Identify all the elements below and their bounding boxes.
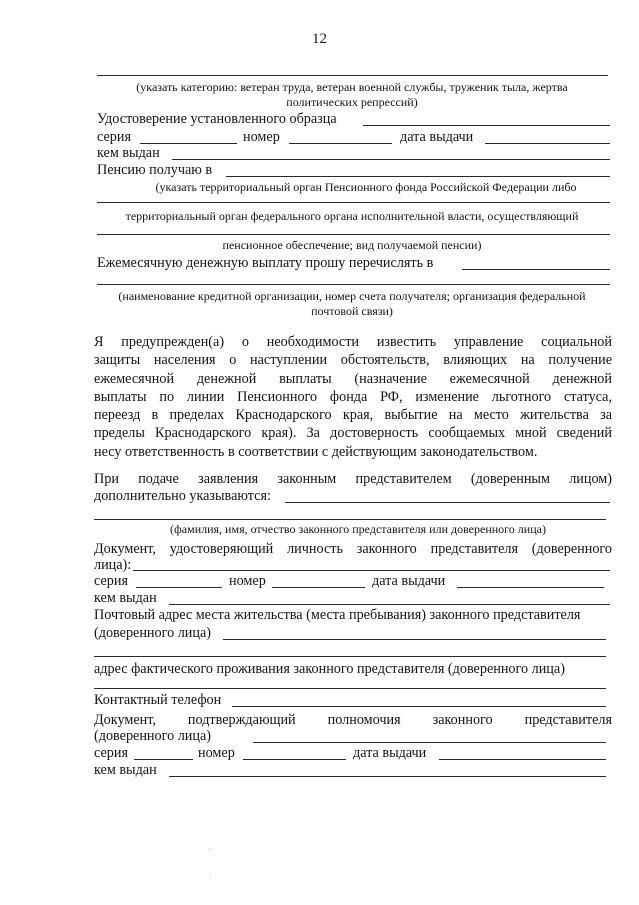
- rep-authority-doc-line1: Документ, подтверждающий полномочия законного представителя: [94, 712, 612, 728]
- rep-number-label: номер: [229, 573, 266, 589]
- rep-name-field[interactable]: [94, 519, 606, 520]
- rep-issued-by-label: кем выдан: [94, 590, 157, 606]
- pension-field[interactable]: [226, 176, 610, 177]
- payment-note-line1: (наименование кредитной организации, номер счета получателя; организация федеральной: [118, 289, 586, 303]
- rep-auth-number-label: номер: [198, 745, 235, 761]
- category-field-line[interactable]: [97, 75, 608, 76]
- rep-id-doc-line1: Документ, удостоверяющий личность законного представителя (доверенного: [94, 541, 612, 557]
- pension-note-line1: (указать территориальный орган Пенсионного фонда Российской Федерации либо: [155, 180, 577, 194]
- rep-number-field[interactable]: [272, 587, 365, 588]
- pension-label: Пенсию получаю в: [97, 162, 213, 178]
- warning-line: Я предупрежден(а) о необходимости известить управление социальной: [94, 334, 612, 350]
- scan-speck: [209, 849, 210, 850]
- warning-line: ежемесячной денежной выплаты (назначение ежемесячной денежной: [94, 370, 612, 387]
- rep-intro-line1: При подаче заявления законным представителем (доверенным лицом): [94, 471, 612, 487]
- cert-number-field[interactable]: [289, 143, 392, 144]
- rep-intro-line2: дополнительно указываются:: [94, 488, 271, 504]
- rep-auth-series-label: серия: [94, 745, 128, 761]
- pension-field-line3[interactable]: [97, 234, 610, 235]
- rep-intro-field[interactable]: [285, 502, 610, 503]
- cert-issue-date-label: дата выдачи: [400, 129, 474, 145]
- rep-auth-issued-by-field[interactable]: [169, 776, 606, 777]
- cert-number-label: номер: [243, 129, 280, 145]
- rep-auth-series-field[interactable]: [134, 759, 193, 760]
- representative-intro: [94, 470, 612, 488]
- rep-id-doc-field[interactable]: [133, 570, 610, 571]
- pension-note-line2: территориальный орган федерального органа исполнительной власти, осуществляющий: [125, 209, 579, 223]
- rep-auth-issue-date-field[interactable]: [439, 759, 606, 760]
- rep-issue-date-label: дата выдачи: [372, 573, 446, 589]
- rep-series-label: серия: [94, 573, 128, 589]
- rep-authority-doc-line2: (доверенного лица): [94, 728, 212, 744]
- payment-field-line2[interactable]: [97, 284, 610, 285]
- cert-series-field[interactable]: [140, 143, 237, 144]
- payment-field[interactable]: [462, 269, 610, 270]
- rep-issued-by-field[interactable]: [169, 604, 610, 605]
- warning-paragraph: [94, 333, 612, 461]
- rep-postal-line2: (доверенного лица): [94, 625, 212, 641]
- pension-note-line3: пенсионное обеспечение; вид получаемой пенсии): [222, 238, 482, 252]
- category-note-line1: (указать категорию: ветеран труда, ветеран военной службы, труженик тыла, жертва: [136, 80, 568, 94]
- warning-line: пределы Краснодарского края). За достоверность сообщаемых мной сведений: [94, 425, 612, 442]
- rep-postal-field-line2[interactable]: [94, 656, 606, 657]
- rep-series-field[interactable]: [136, 587, 222, 588]
- rep-auth-issue-date-label: дата выдачи: [353, 745, 427, 761]
- warning-line: защиты населения о наступлении обстоятельств, влияющих на получение: [94, 352, 612, 369]
- rep-postal-line1: Почтовый адрес места жительства (места пребывания) законного представителя: [94, 607, 581, 623]
- page-number: 12: [312, 31, 327, 47]
- certificate-label: Удостоверение установленного образца: [97, 111, 337, 127]
- scan-speck: [210, 874, 211, 875]
- payment-label: Ежемесячную денежную выплату прошу перечислять в: [97, 255, 434, 271]
- warning-line: переезд в пределах Краснодарского края, выбытие на место жительства за: [94, 407, 612, 424]
- certificate-field[interactable]: [363, 125, 610, 126]
- rep-phone-field[interactable]: [232, 706, 606, 707]
- rep-phone-label: Контактный телефон: [94, 692, 222, 708]
- rep-auth-issued-by-label: кем выдан: [94, 762, 157, 778]
- rep-authority-doc: [94, 711, 612, 729]
- warning-line: выплаты по линии Пенсионного фонда РФ, изменение льготного статуса,: [94, 388, 612, 405]
- rep-authority-doc-field[interactable]: [253, 742, 606, 743]
- cert-series-label: серия: [97, 129, 131, 145]
- rep-issue-date-field[interactable]: [457, 587, 604, 588]
- rep-actual-address-label: адрес фактического проживания законного представителя (доверенного лица): [94, 661, 565, 677]
- cert-issued-by-field[interactable]: [172, 159, 610, 160]
- rep-name-note: (фамилия, имя, отчество законного представителя или доверенного лица): [170, 522, 546, 536]
- category-note-line2: политических репрессий): [286, 95, 418, 109]
- rep-id-doc: [94, 540, 612, 558]
- warning-line: несу ответственность в соответствии с действующим законодательством.: [94, 443, 538, 460]
- rep-auth-number-field[interactable]: [243, 759, 346, 760]
- rep-actual-address-field[interactable]: [94, 688, 606, 689]
- payment-note-line2: почтовой связи): [311, 304, 393, 318]
- cert-issued-by-label: кем выдан: [97, 145, 160, 161]
- pension-field-line2[interactable]: [97, 202, 610, 203]
- cert-issue-date-field[interactable]: [485, 143, 610, 144]
- rep-postal-field[interactable]: [223, 639, 606, 640]
- rep-id-doc-line2: лица):: [94, 557, 132, 573]
